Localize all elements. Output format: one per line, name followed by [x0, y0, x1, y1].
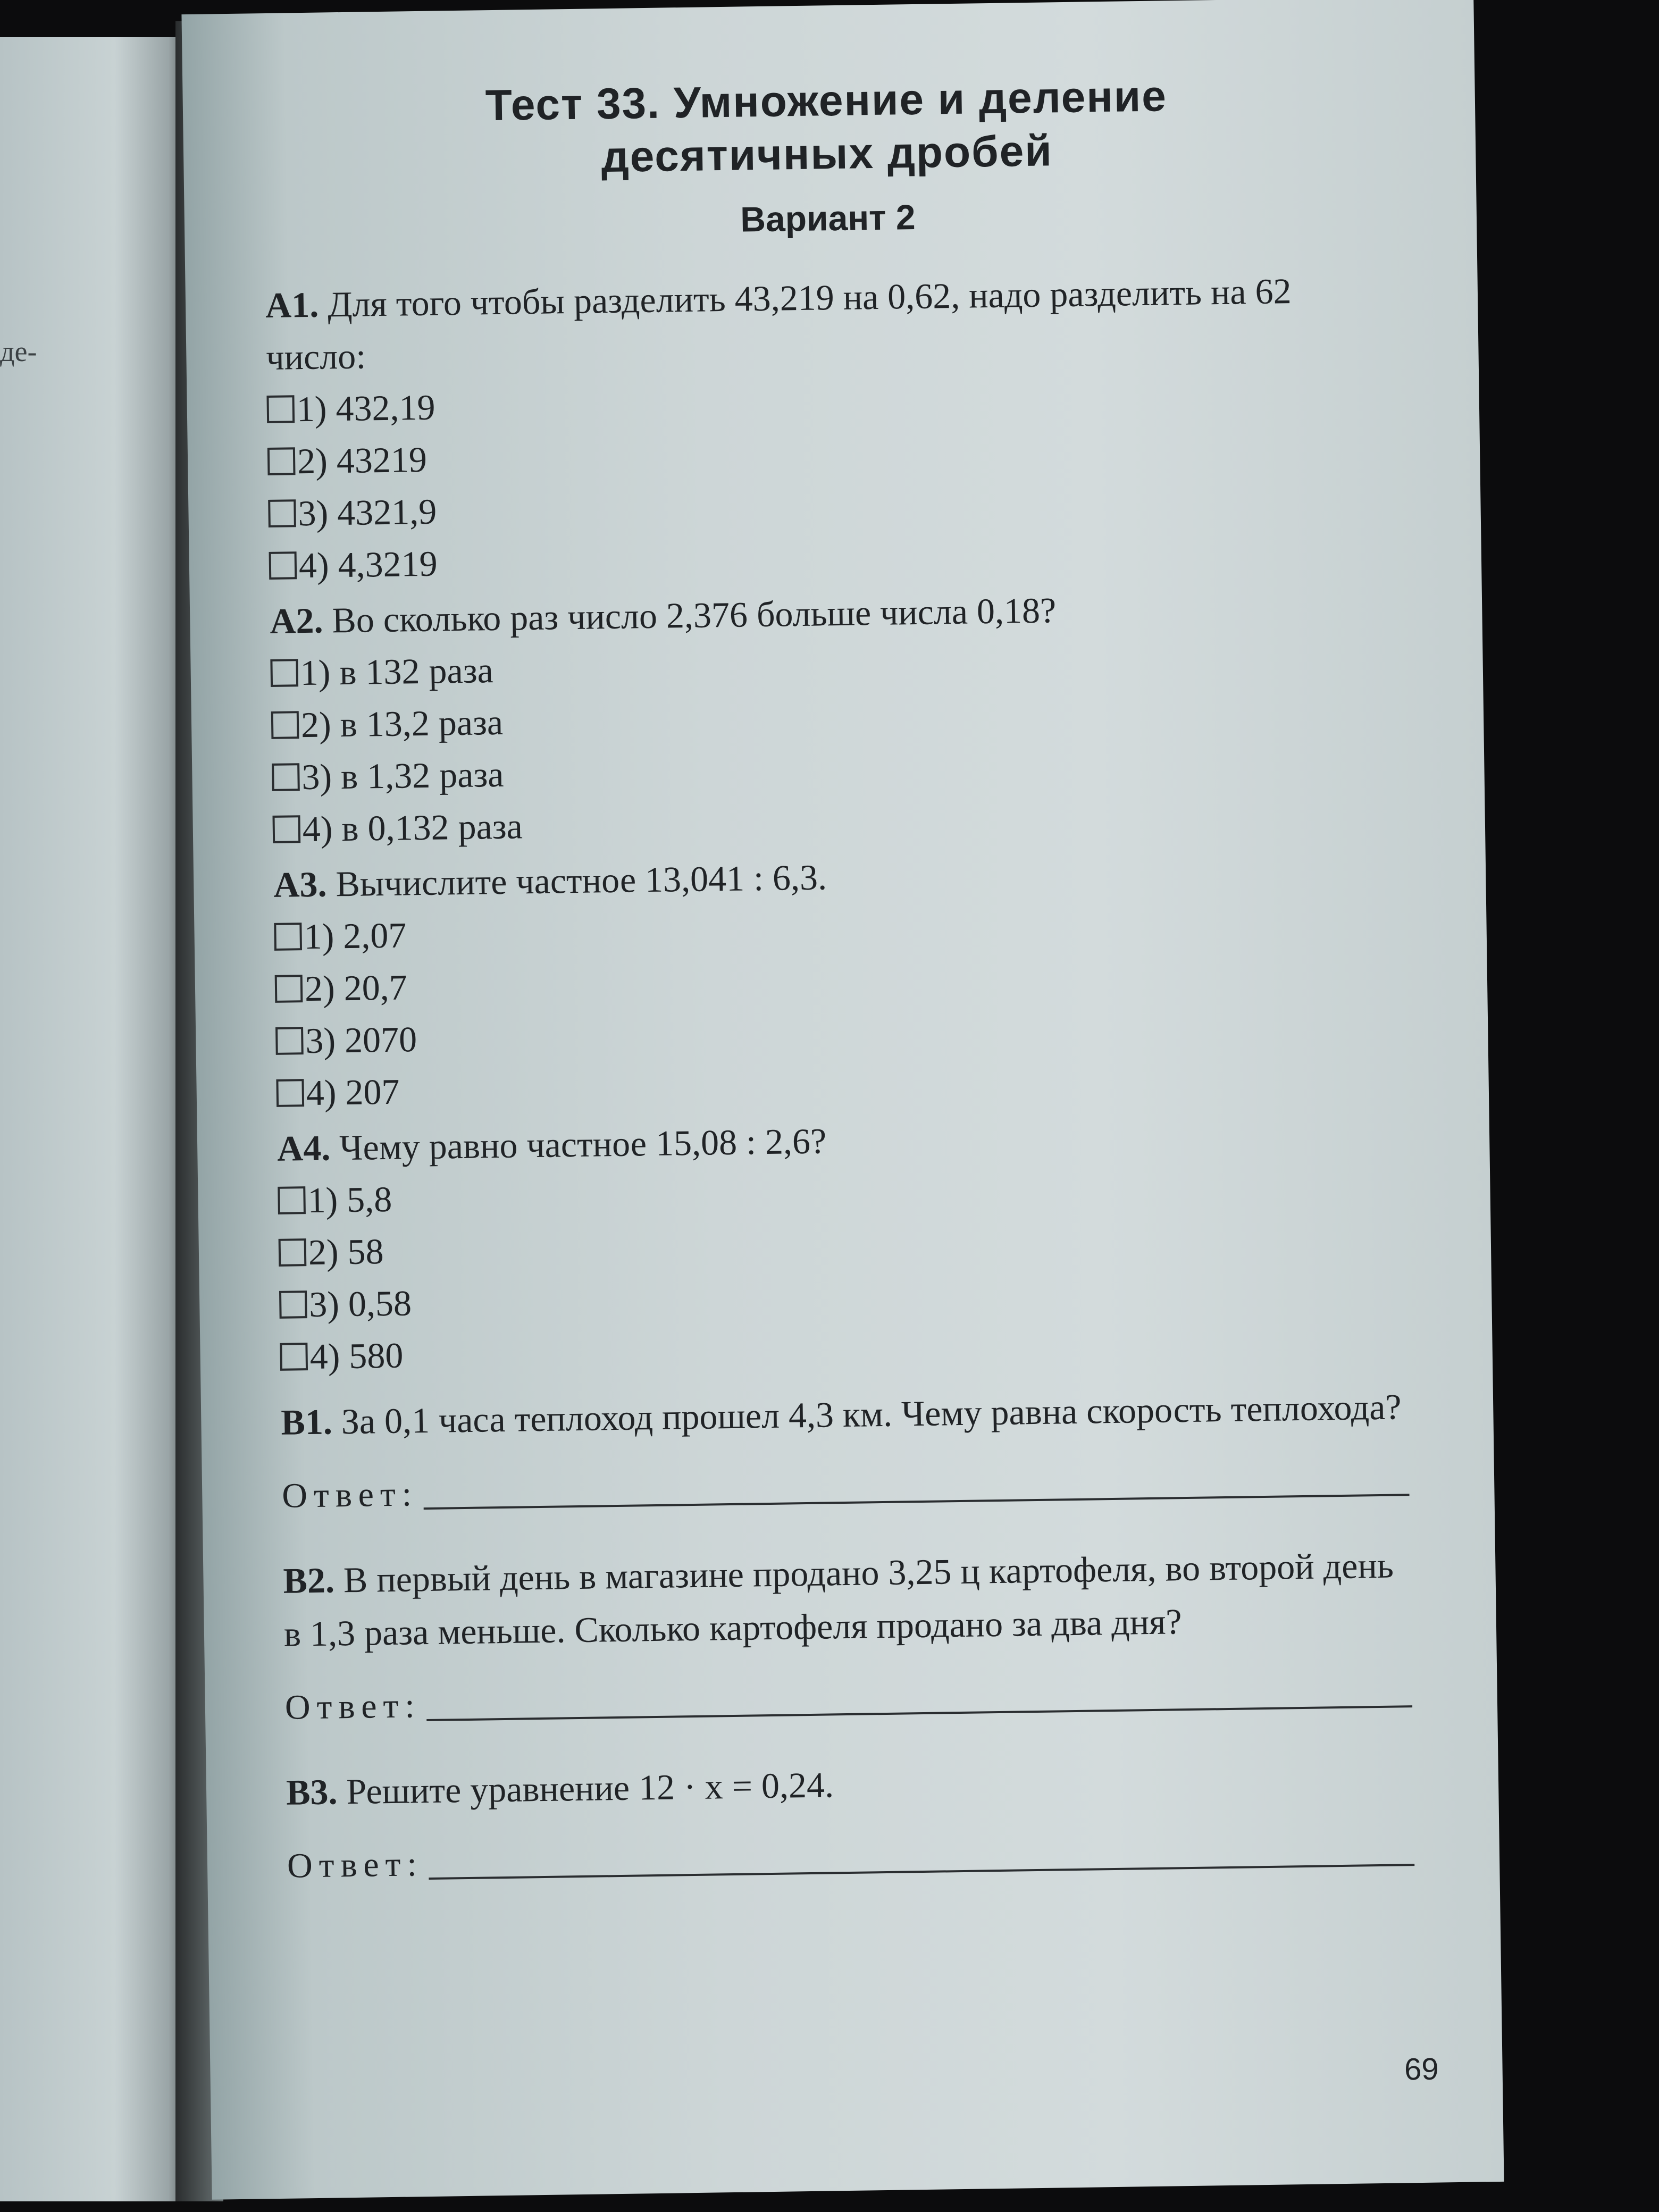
question-b1: [281, 1380, 1410, 1522]
question-body: Во сколько раз число 2,376 больше числа 0,18?: [322, 590, 1057, 641]
question-a4: [277, 1107, 1408, 1383]
checkbox[interactable]: [272, 763, 300, 791]
question-text: [286, 1750, 1413, 1819]
option-label: 2) 43219: [297, 439, 428, 482]
question-a2: [270, 579, 1401, 856]
answer-label: Ответ:: [281, 1474, 418, 1515]
checkbox[interactable]: [266, 395, 295, 423]
page-number: 69: [1404, 2051, 1439, 2087]
answer-row: [282, 1454, 1410, 1522]
answer-field[interactable]: [423, 1462, 1410, 1510]
question-a3: [273, 843, 1404, 1119]
question-text: [281, 1380, 1409, 1449]
title-line-2: десятичных дробей: [601, 127, 1053, 182]
answer-row: [284, 1666, 1412, 1734]
answer-field[interactable]: [426, 1673, 1412, 1721]
checkbox[interactable]: [267, 447, 296, 475]
question-b2: [283, 1538, 1413, 1734]
option-label: 3) 0,58: [308, 1283, 412, 1325]
answer-label: Ответ:: [284, 1686, 422, 1727]
option-label: 1) 2,07: [304, 915, 407, 957]
question-body: Для того чтобы разделить 43,219 на 0,62, надо разделить на 62 число:: [265, 271, 1292, 378]
question-number: A3.: [273, 864, 327, 905]
question-number: A2.: [269, 600, 324, 641]
answer-options: [270, 631, 1400, 856]
checkbox[interactable]: [275, 975, 303, 1003]
checkbox[interactable]: [271, 711, 299, 739]
left-page-text-fragment: де-: [0, 336, 37, 367]
option-label: 1) 432,19: [296, 387, 435, 430]
checkbox[interactable]: [275, 1027, 304, 1055]
question-number: A1.: [265, 284, 319, 326]
answer-label: Ответ:: [287, 1845, 424, 1886]
question-text: [283, 1538, 1412, 1661]
title-line-1: Тест 33. Умножение и деление: [485, 72, 1168, 130]
question-number: B2.: [283, 1560, 335, 1601]
option-label: 3) 2070: [305, 1019, 417, 1061]
right-page: [181, 0, 1504, 2200]
option-label: 1) 5,8: [307, 1178, 392, 1221]
question-number: A4.: [276, 1127, 331, 1169]
option-label: 4) 4,3219: [298, 543, 438, 586]
answer-options: [278, 1159, 1407, 1383]
question-body: Решите уравнение 12 · x = 0,24.: [337, 1764, 834, 1812]
question-body: В первый день в магазине продано 3,25 ц картофеля, во второй день в 1,3 раза меньше. Сколько картофеля продано за два дня?: [283, 1545, 1394, 1654]
checkbox[interactable]: [279, 1238, 307, 1267]
checkbox[interactable]: [268, 499, 296, 527]
question-number: B1.: [280, 1401, 333, 1443]
option-label: 4) 580: [309, 1335, 404, 1377]
question-text: [265, 263, 1394, 383]
question-body: Вычислите частное 13,041 : 6,3.: [326, 857, 827, 904]
variant-heading: Вариант 2: [740, 197, 916, 239]
checkbox[interactable]: [279, 1291, 307, 1319]
option-label: 3) 4321,9: [298, 491, 437, 534]
checkbox[interactable]: [270, 659, 298, 687]
option-label: 2) 58: [308, 1231, 384, 1273]
page-content: [262, 66, 1415, 1924]
answer-field[interactable]: [428, 1832, 1414, 1880]
left-page: [0, 37, 191, 2201]
answer-options: [266, 367, 1396, 592]
page-title: [262, 66, 1391, 189]
question-a1: [265, 263, 1396, 592]
option-label: 1) в 132 раза: [300, 650, 494, 693]
checkbox[interactable]: [276, 1079, 304, 1107]
checkbox[interactable]: [278, 1186, 306, 1214]
option-label: 4) в 0,132 раза: [302, 806, 523, 850]
answer-row: [287, 1824, 1414, 1892]
option-label: 3) в 1,32 раза: [301, 753, 504, 798]
question-body: Чему равно частное 15,08 : 2,6?: [330, 1120, 827, 1168]
option-label: 4) 207: [306, 1071, 400, 1113]
checkbox[interactable]: [274, 923, 302, 951]
question-body: За 0,1 часа теплоход прошел 4,3 км. Чему равна скорость теплохода?: [332, 1386, 1402, 1442]
option-label: 2) 20,7: [304, 967, 408, 1009]
answer-options: [274, 895, 1404, 1119]
option-label: 2) в 13,2 раза: [300, 701, 504, 745]
checkbox[interactable]: [272, 815, 300, 843]
checkbox[interactable]: [280, 1343, 308, 1371]
question-number: B3.: [286, 1771, 338, 1813]
question-b3: [286, 1750, 1414, 1892]
checkbox[interactable]: [269, 551, 297, 580]
